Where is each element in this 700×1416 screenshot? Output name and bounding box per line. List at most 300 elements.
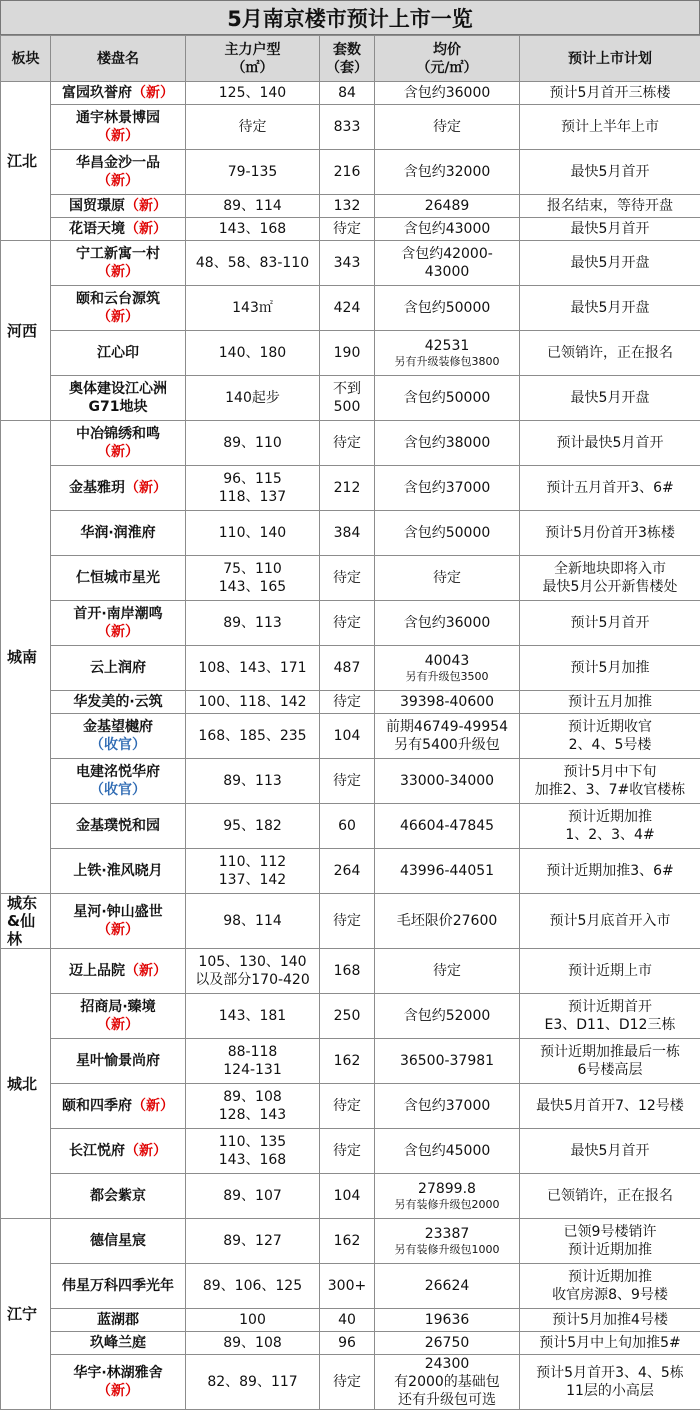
unit-type-cell xyxy=(186,286,320,331)
launch-plan-cell xyxy=(520,1129,700,1174)
unit-count-line: 待定 xyxy=(333,435,361,451)
unit-count-line: 84 xyxy=(338,85,356,101)
table-row xyxy=(1,1174,700,1219)
launch-plan-line: E3、D11、D12三栋 xyxy=(544,1017,676,1033)
price-line: 含包约50000 xyxy=(403,390,491,406)
launch-plan-line: 预计5月底首开入市 xyxy=(549,913,671,929)
unit-count-line: 不到 xyxy=(333,381,361,397)
launch-plan-cell xyxy=(520,82,700,105)
launch-plan-line: 预计5月加推 xyxy=(570,660,650,676)
unit-count-cell xyxy=(320,82,375,105)
table-row xyxy=(1,849,700,894)
unit-type-line: 168、185、235 xyxy=(198,728,307,744)
unit-count-cell xyxy=(320,804,375,849)
table-row xyxy=(1,511,700,556)
new-tag: （新） xyxy=(97,444,139,460)
price-line: 有2000的基础包 xyxy=(394,1374,500,1390)
price-cell xyxy=(375,949,520,994)
header-type-line1: 主力户型 xyxy=(224,41,281,58)
project-name-cell xyxy=(51,1084,186,1129)
project-name: 华昌金沙一品 xyxy=(76,155,160,171)
price-line: 含包约50000 xyxy=(403,525,491,541)
unit-type-line: 118、137 xyxy=(218,489,287,505)
price-line: 27899.8 xyxy=(418,1181,476,1197)
project-name: 奥体建设江心洲 xyxy=(69,381,167,397)
launch-plan-cell xyxy=(520,556,700,601)
project-name: 中冶锦绣和鸣 xyxy=(76,426,160,442)
unit-type-cell xyxy=(186,556,320,601)
price-line: 待定 xyxy=(433,570,461,586)
unit-type-cell xyxy=(186,195,320,218)
price-cell xyxy=(375,759,520,804)
price-line: 43996-44051 xyxy=(399,863,495,879)
price-line: 26750 xyxy=(424,1335,470,1351)
price-line: 前期46749-49954 xyxy=(385,719,509,735)
price-cell xyxy=(375,994,520,1039)
project-name: 长江悦府 xyxy=(69,1143,125,1159)
new-tag: （新） xyxy=(97,922,139,938)
unit-type-cell xyxy=(186,1332,320,1355)
unit-type-cell xyxy=(186,894,320,949)
header-price xyxy=(375,36,520,82)
project-name: 颐和云台源筑 xyxy=(76,291,160,307)
new-tag: （新） xyxy=(125,963,167,979)
unit-type-line: 89、108 xyxy=(223,1089,282,1105)
project-name-cell xyxy=(51,1264,186,1309)
price-cell xyxy=(375,421,520,466)
unit-type-cell xyxy=(186,241,320,286)
price-cell xyxy=(375,556,520,601)
launch-plan-line: 1、2、3、4# xyxy=(565,827,655,843)
project-name: 星河·钟山盛世 xyxy=(73,904,163,920)
project-name: 星叶愉景尚府 xyxy=(76,1053,160,1069)
price-note: 另有装修升级包2000 xyxy=(394,1198,500,1211)
unit-count-line: 216 xyxy=(333,164,361,180)
price-cell xyxy=(375,1039,520,1084)
launch-plan-cell xyxy=(520,1084,700,1129)
project-name-cell xyxy=(51,691,186,714)
price-cell xyxy=(375,82,520,105)
launch-plan-line: 已领9号楼销许 xyxy=(563,1224,657,1240)
table-row xyxy=(1,195,700,218)
project-name-cell xyxy=(51,1355,186,1410)
project-name: 仁恒城市星光 xyxy=(76,570,160,586)
table-row xyxy=(1,949,700,994)
price-cell xyxy=(375,218,520,241)
unit-type-line: 89、113 xyxy=(223,773,282,789)
unit-type-cell xyxy=(186,949,320,994)
unit-count-cell xyxy=(320,1332,375,1355)
final-release-tag: （收官） xyxy=(90,782,146,798)
price-cell xyxy=(375,714,520,759)
unit-count-cell xyxy=(320,421,375,466)
project-name-cell xyxy=(51,241,186,286)
region-cell: 城北 xyxy=(1,949,51,1219)
unit-count-line: 40 xyxy=(338,1312,356,1328)
launch-plan-cell xyxy=(520,150,700,195)
price-cell xyxy=(375,1219,520,1264)
table-row xyxy=(1,150,700,195)
project-name: 华发美的·云筑 xyxy=(73,694,163,710)
header-type-line2: （㎡） xyxy=(231,59,274,76)
unit-type-line: 82、89、117 xyxy=(207,1374,298,1390)
project-name: 富园玖誉府 xyxy=(62,85,132,101)
project-name-cell xyxy=(51,994,186,1039)
header-price-line2: （元/㎡） xyxy=(416,59,478,76)
price-cell xyxy=(375,241,520,286)
price-cell xyxy=(375,1309,520,1332)
unit-count-line: 96 xyxy=(338,1335,356,1351)
price-note: 另有升级包3500 xyxy=(405,670,489,683)
project-name-cell xyxy=(51,286,186,331)
unit-type-line: 89、113 xyxy=(223,615,282,631)
header-name: 楼盘名 xyxy=(51,36,186,82)
unit-count-cell xyxy=(320,1264,375,1309)
launch-plan-line: 最快5月公开新售楼处 xyxy=(542,579,678,595)
launch-plan-line: 已领销许，正在报名 xyxy=(547,1188,673,1204)
unit-type-cell xyxy=(186,1219,320,1264)
price-line: 24300 xyxy=(424,1356,470,1372)
unit-type-line: 125、140 xyxy=(218,85,287,101)
project-name-cell xyxy=(51,1309,186,1332)
unit-type-cell xyxy=(186,601,320,646)
price-line: 毛坯限价27600 xyxy=(396,913,498,929)
project-name-cell xyxy=(51,218,186,241)
project-name: 金基望樾府 xyxy=(83,719,153,735)
price-cell xyxy=(375,150,520,195)
price-cell xyxy=(375,1332,520,1355)
price-cell xyxy=(375,601,520,646)
launch-plan-cell xyxy=(520,994,700,1039)
project-name: 国贸璟原 xyxy=(69,198,125,214)
table-row xyxy=(1,105,700,150)
unit-count-line: 384 xyxy=(333,525,361,541)
launch-plan-line: 预计最快5月首开 xyxy=(556,435,664,451)
unit-count-line: 190 xyxy=(333,345,361,361)
price-cell xyxy=(375,511,520,556)
price-line: 含包约50000 xyxy=(403,300,491,316)
launch-plan-line: 已领销许，正在报名 xyxy=(547,345,673,361)
project-name-cell xyxy=(51,1219,186,1264)
header-plan: 预计上市计划 xyxy=(520,36,700,82)
project-name: 通宇林景博园 xyxy=(76,110,160,126)
unit-type-line: 108、143、171 xyxy=(198,660,307,676)
unit-type-cell xyxy=(186,82,320,105)
project-name: 电建洺悦华府 xyxy=(76,764,160,780)
unit-count-line: 待定 xyxy=(333,1143,361,1159)
unit-type-cell xyxy=(186,1039,320,1084)
launch-plan-line: 预计近期加推 xyxy=(568,1242,652,1258)
launch-plan-line: 预计5月中上旬加推5# xyxy=(539,1335,681,1351)
project-name-cell xyxy=(51,331,186,376)
header-row xyxy=(1,36,700,82)
unit-count-cell xyxy=(320,759,375,804)
unit-type-line: 143、168 xyxy=(218,1152,287,1168)
project-name-cell xyxy=(51,759,186,804)
unit-type-cell xyxy=(186,150,320,195)
project-name-cell xyxy=(51,1039,186,1084)
launch-plan-cell xyxy=(520,1039,700,1084)
price-line: 33000-34000 xyxy=(399,773,495,789)
project-name: 云上润府 xyxy=(90,660,146,676)
new-tag: （新） xyxy=(125,480,167,496)
unit-count-cell xyxy=(320,195,375,218)
new-tag: （新） xyxy=(97,173,139,189)
new-tag: （新） xyxy=(132,85,174,101)
unit-type-cell xyxy=(186,646,320,691)
project-name-cell xyxy=(51,150,186,195)
unit-count-line: 待定 xyxy=(333,570,361,586)
price-line: 19636 xyxy=(424,1312,470,1328)
launch-plan-cell xyxy=(520,331,700,376)
price-cell xyxy=(375,1084,520,1129)
new-tag: （新） xyxy=(125,221,167,237)
price-line: 26489 xyxy=(424,198,470,214)
table-row xyxy=(1,691,700,714)
unit-type-cell xyxy=(186,376,320,421)
table-row xyxy=(1,759,700,804)
launch-plan-line: 最快5月开盘 xyxy=(570,255,650,271)
launch-plan-line: 预计5月加推4号楼 xyxy=(552,1312,668,1328)
launch-plan-line: 预计近期加推 xyxy=(568,809,652,825)
launch-plan-line: 最快5月开盘 xyxy=(570,300,650,316)
launch-plan-cell xyxy=(520,376,700,421)
unit-count-line: 833 xyxy=(333,119,361,135)
unit-count-cell xyxy=(320,601,375,646)
launch-plan-line: 预计近期加推 xyxy=(568,1269,652,1285)
unit-type-line: 143、168 xyxy=(218,221,287,237)
unit-type-cell xyxy=(186,849,320,894)
project-name: 都会紫京 xyxy=(90,1188,146,1204)
price-line: 另有5400升级包 xyxy=(394,737,500,753)
new-tag: （新） xyxy=(97,624,139,640)
launch-plan-cell xyxy=(520,1264,700,1309)
table-row xyxy=(1,466,700,511)
project-name-cell xyxy=(51,556,186,601)
launch-plan-line: 11层的小高层 xyxy=(566,1383,654,1399)
unit-count-cell xyxy=(320,1039,375,1084)
table-row xyxy=(1,1264,700,1309)
unit-count-line: 待定 xyxy=(333,1374,361,1390)
price-line: 26624 xyxy=(424,1278,470,1294)
region-cell: 河西 xyxy=(1,241,51,421)
launch-plan-line: 最快5月首开 xyxy=(570,164,650,180)
price-cell xyxy=(375,286,520,331)
unit-count-cell xyxy=(320,949,375,994)
unit-type-line: 95、182 xyxy=(223,818,282,834)
unit-count-line: 待定 xyxy=(333,221,361,237)
unit-count-line: 300+ xyxy=(327,1278,367,1294)
launch-plan-cell xyxy=(520,759,700,804)
unit-type-line: 96、115 xyxy=(223,471,282,487)
project-name-cell xyxy=(51,376,186,421)
unit-count-line: 60 xyxy=(338,818,356,834)
project-name: 金基璞悦和园 xyxy=(76,818,160,834)
launch-plan-cell xyxy=(520,646,700,691)
launch-plan-line: 预计5月首开3、4、5栋 xyxy=(536,1365,684,1381)
launch-plan-cell xyxy=(520,241,700,286)
table-row xyxy=(1,1129,700,1174)
launch-plan-line: 最快5月首开 xyxy=(570,221,650,237)
project-name: 伟星万科四季光年 xyxy=(62,1278,174,1294)
unit-type-line: 105、130、140 xyxy=(198,954,307,970)
price-line: 待定 xyxy=(433,119,461,135)
unit-type-line: 143、181 xyxy=(218,1008,287,1024)
project-name: 金基雅玥 xyxy=(69,480,125,496)
unit-count-line: 500 xyxy=(333,399,361,415)
project-name-line2: G71地块 xyxy=(88,399,148,415)
project-name-cell xyxy=(51,466,186,511)
unit-type-cell xyxy=(186,1309,320,1332)
unit-count-line: 104 xyxy=(333,1188,361,1204)
unit-type-line: 89、114 xyxy=(223,198,282,214)
unit-type-cell xyxy=(186,105,320,150)
table-row xyxy=(1,421,700,466)
launch-plan-cell xyxy=(520,1309,700,1332)
project-name: 颐和四季府 xyxy=(62,1098,132,1114)
price-cell xyxy=(375,1264,520,1309)
unit-type-line: 140起步 xyxy=(225,390,280,406)
table-row xyxy=(1,82,700,105)
price-line: 含包约37000 xyxy=(403,1098,491,1114)
price-cell xyxy=(375,376,520,421)
project-name-cell xyxy=(51,195,186,218)
price-line: 含包约45000 xyxy=(403,1143,491,1159)
launch-plan-line: 预计近期首开 xyxy=(568,999,652,1015)
unit-type-cell xyxy=(186,466,320,511)
unit-type-line: 110、112 xyxy=(218,854,287,870)
unit-count-line: 250 xyxy=(333,1008,361,1024)
launch-plan-line: 最快5月开盘 xyxy=(570,390,650,406)
unit-count-line: 待定 xyxy=(333,615,361,631)
unit-count-line: 待定 xyxy=(333,1098,361,1114)
unit-count-cell xyxy=(320,286,375,331)
project-name-cell xyxy=(51,714,186,759)
unit-count-cell xyxy=(320,466,375,511)
unit-type-cell xyxy=(186,1084,320,1129)
table-row xyxy=(1,1039,700,1084)
launch-plan-cell xyxy=(520,949,700,994)
price-cell xyxy=(375,691,520,714)
unit-count-cell xyxy=(320,241,375,286)
launch-plan-line: 加推2、3、7#收官楼栋 xyxy=(534,782,686,798)
unit-type-cell xyxy=(186,759,320,804)
unit-type-line: 124-131 xyxy=(223,1062,282,1078)
project-name-cell xyxy=(51,601,186,646)
unit-type-line: 140、180 xyxy=(218,345,287,361)
price-line: 含包约43000 xyxy=(403,221,491,237)
unit-count-line: 264 xyxy=(333,863,361,879)
price-line: 46604-47845 xyxy=(399,818,495,834)
project-name: 德信星宸 xyxy=(90,1233,146,1249)
table-row xyxy=(1,376,700,421)
region-cell: 江宁 xyxy=(1,1219,51,1410)
project-name: 蓝湖郡 xyxy=(97,1312,139,1328)
price-cell xyxy=(375,195,520,218)
price-line: 含包约42000- xyxy=(401,246,493,262)
launch-plan-cell xyxy=(520,1332,700,1355)
project-name-cell xyxy=(51,105,186,150)
region-cell: 城南 xyxy=(1,421,51,894)
table-row xyxy=(1,994,700,1039)
launch-plan-line: 预计近期加推最后一栋 xyxy=(540,1044,680,1060)
unit-type-line: 以及部分170-420 xyxy=(195,972,310,988)
unit-type-line: 48、58、83-110 xyxy=(195,255,310,271)
table-title: 5月南京楼市预计上市一览 xyxy=(0,0,700,35)
unit-type-cell xyxy=(186,421,320,466)
project-name: 首开·南岸潮鸣 xyxy=(73,606,163,622)
price-line: 含包约52000 xyxy=(403,1008,491,1024)
new-tag: （新） xyxy=(125,1143,167,1159)
unit-count-line: 424 xyxy=(333,300,361,316)
launch-plan-cell xyxy=(520,421,700,466)
price-line: 40043 xyxy=(424,653,470,669)
unit-type-line: 88-118 xyxy=(227,1044,278,1060)
project-name-cell xyxy=(51,949,186,994)
price-note: 另有升级装修包3800 xyxy=(394,355,500,368)
launch-plan-line: 2、4、5号楼 xyxy=(568,737,652,753)
table-row xyxy=(1,286,700,331)
price-line: 含包约37000 xyxy=(403,480,491,496)
launch-plan-line: 预计5月份首开3栋楼 xyxy=(545,525,675,541)
new-tag: （新） xyxy=(97,1017,139,1033)
unit-count-line: 168 xyxy=(333,963,361,979)
unit-type-cell xyxy=(186,331,320,376)
launch-plan-cell xyxy=(520,1355,700,1410)
price-line: 还有升级包可选 xyxy=(398,1392,496,1408)
launch-plan-cell xyxy=(520,691,700,714)
header-units-line2: （套） xyxy=(326,59,368,76)
region-cell: 江北 xyxy=(1,82,51,241)
unit-count-line: 104 xyxy=(333,728,361,744)
launch-plan-cell xyxy=(520,286,700,331)
price-cell xyxy=(375,804,520,849)
unit-type-line: 79-135 xyxy=(227,164,278,180)
final-release-tag: （收官） xyxy=(90,737,146,753)
header-region: 板块 xyxy=(1,36,51,82)
unit-type-line: 143、165 xyxy=(218,579,287,595)
table-row xyxy=(1,601,700,646)
launch-plan-cell xyxy=(520,511,700,556)
unit-type-line: 89、108 xyxy=(223,1335,282,1351)
project-name: 华宇·林湖雅舍 xyxy=(73,1365,163,1381)
unit-count-cell xyxy=(320,691,375,714)
unit-count-cell xyxy=(320,1309,375,1332)
launch-plan-cell xyxy=(520,105,700,150)
unit-count-line: 132 xyxy=(333,198,361,214)
project-name: 宁工新寓一村 xyxy=(76,246,160,262)
table-row xyxy=(1,1309,700,1332)
launch-plan-line: 预计近期收官 xyxy=(568,719,652,735)
table-body xyxy=(1,82,700,1410)
project-name: 花语天境 xyxy=(69,221,125,237)
launch-plan-line: 预计近期加推3、6# xyxy=(546,863,674,879)
unit-count-cell xyxy=(320,894,375,949)
table-row xyxy=(1,714,700,759)
launch-plan-line: 全新地块即将入市 xyxy=(554,561,666,577)
project-name-cell xyxy=(51,849,186,894)
unit-count-cell xyxy=(320,511,375,556)
table-row xyxy=(1,1332,700,1355)
project-name-cell xyxy=(51,421,186,466)
unit-count-cell xyxy=(320,1084,375,1129)
header-price-line1: 均价 xyxy=(433,41,461,58)
unit-count-cell xyxy=(320,150,375,195)
launch-plan-line: 预计5月首开 xyxy=(570,615,650,631)
table-row xyxy=(1,218,700,241)
unit-type-line: 75、110 xyxy=(223,561,282,577)
unit-count-cell xyxy=(320,218,375,241)
